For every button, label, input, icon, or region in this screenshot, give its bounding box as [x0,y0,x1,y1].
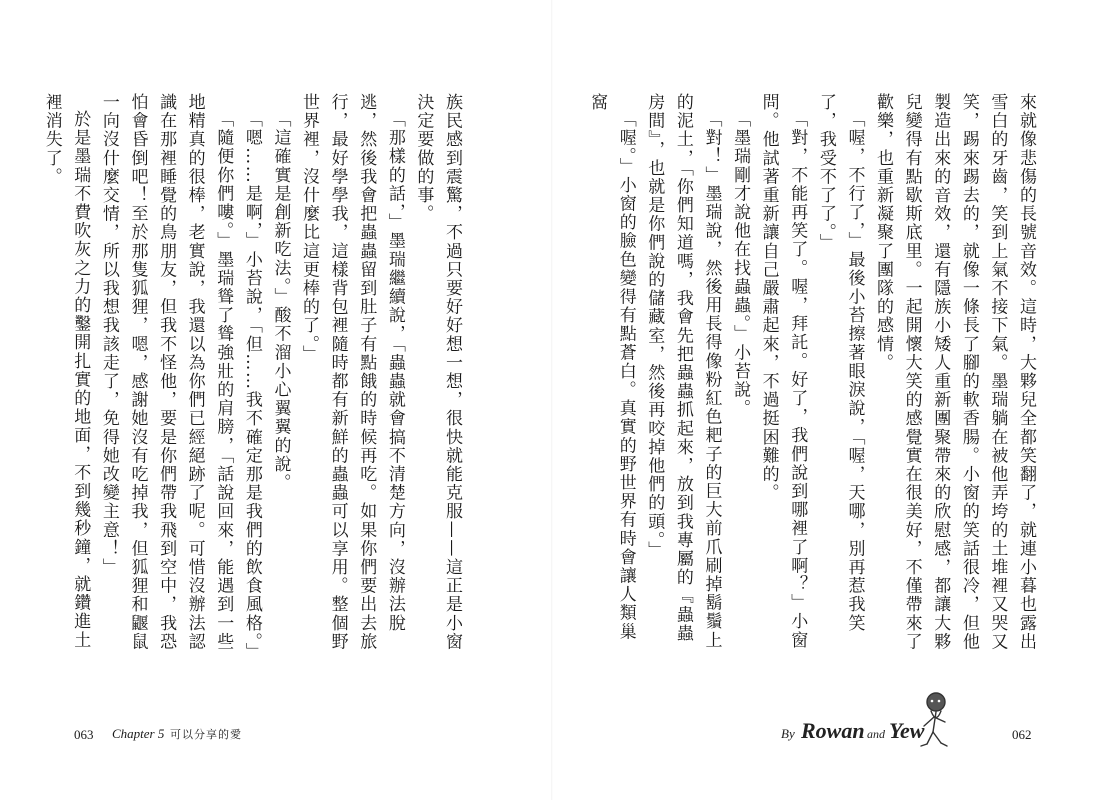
logo-yew: Yew [889,718,925,743]
left-page-body [37,93,466,662]
paragraph: 「那樣的話，」墨瑞繼續說，「蟲蟲就會搞不清楚方向，沒辦法脫逃，然後我會把蟲蟲留到肚子有點餓的時候再吃。如果你們要出去旅行，最好學學我，這樣背包裡隨時都有新鮮的蟲蟲可以享用。整個野世界裡，沒什麼比這更棒的了。」 [299,93,405,651]
paragraph: 「這確實是創新吃法。」酸不溜小心翼翼的說。 [270,110,291,493]
page-number: 063 [74,727,94,742]
logo-by: By [781,726,795,741]
right-page [552,0,1105,800]
chapter-title: 可以分享的愛 [170,728,242,741]
paragraph: 「隨便你們嘍。」墨瑞聳了聳強壯的肩膀，「話說回來，能遇到一些地精真的很棒，老實說，我還以為你們已經絕跡了呢。可惜沒辦法認識在那裡睡覺的鳥朋友，但我不怪他，要是你們帶我飛到空中，我恐怕會昏倒吧！至於那隻狐狸，嗯，感謝她沒有吃掉我，但狐狸和鼴鼠一向沒什麼交情，所以我想我該走了，免得她改變主意！」 [98,93,234,651]
paragraph: 「對！」墨瑞說，然後用長得像粉紅色耙子的巨大前爪刷掉鬍鬚上的泥土，「你們知道嗎，我會先把蟲蟲抓起來，放到我專屬的『蟲蟲房間』，也就是你們說的儲藏室，然後再咬掉他們的頭。」 [644,93,722,650]
book-logo [781,686,961,756]
paragraph: 來就像悲傷的長號音效。這時，大夥兒全都笑翻了，就連小暮也露出雪白的牙齒，笑到上氣不接下氣。墨瑞躺在被他弄垮的土堆裡又哭又笑，踢來踢去的，就像一條長了腳的軟香腸。小窗的笑話很冷，但他製造出來的音效，還有隱族小矮人重新團聚帶來的欣慰感，都讓大夥兒變得有點歇斯底里。一起開懷大笑的感覺實在很美好，不僅帶來了歡樂，也重新凝聚了團隊的感情。 [873,93,1036,651]
right-page-body [583,93,1041,653]
gnome-figure-icon [921,693,947,746]
paragraph: 「墨瑞剛才說他在找蟲蟲。」小苔說。 [730,110,751,418]
paragraph: 「對，不能再笑了。喔，拜託。好了，我們說到哪裡了啊？」小窗問。他試著重新讓自己嚴肅起來，不過挺困難的。 [758,93,808,650]
paragraph: 「嗯……是啊，」小苔說，「但……我不確定那是我們的飲食風格。」 [241,110,262,662]
paragraph: 於是墨瑞不費吹灰之力的鑿開扎實的地面，不到幾秒鐘，就鑽進土裡消失了。 [41,93,91,650]
chapter-label: Chapter 5 [112,726,165,741]
logo-rowan: Rowan [801,718,865,743]
paragraph: 「喔。」小窗的臉色變得有點蒼白。真實的野世界有時會讓人類巢窩 [587,93,636,641]
paragraph: 「喔，不行了，」最後小苔擦著眼淚說，「喔，天哪，別再惹我笑了，我受不了了。」 [815,93,865,633]
paragraph: 族民感到震驚，不過只要好好想一想，很快就能克服——這正是小窗決定要做的事。 [413,93,462,651]
logo-and: and [867,727,885,741]
page-number: 062 [1012,727,1032,742]
left-page [0,0,552,800]
